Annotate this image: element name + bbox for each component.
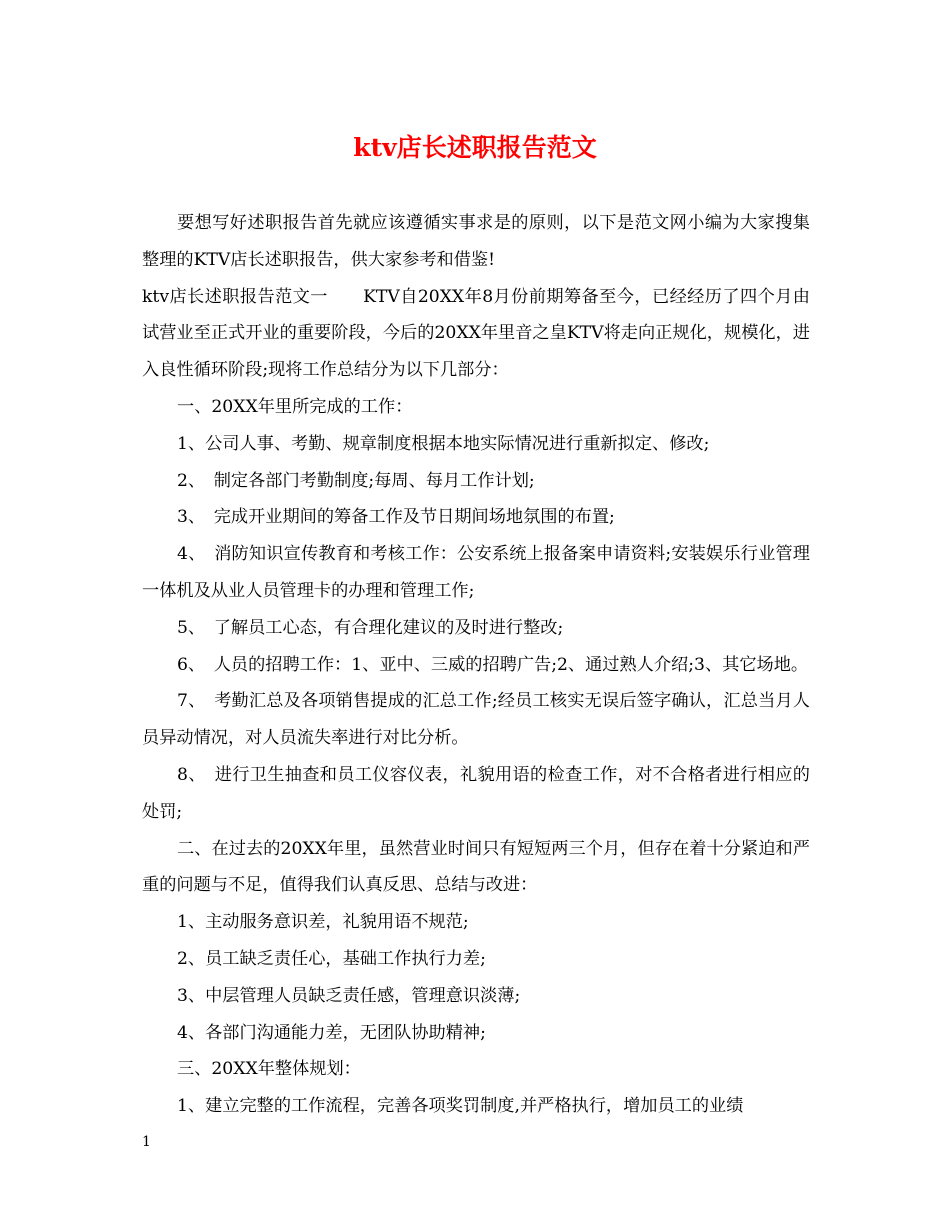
paragraph: 8、 进行卫生抽查和员工仪容仪表，礼貌用语的检查工作，对不合格者进行相应的处罚;	[142, 764, 810, 822]
paragraph: 要想写好述职报告首先就应该遵循实事求是的原则，以下是范文网小编为大家搜集整理的KTV店长述职报告，供大家参考和借鉴!	[142, 213, 810, 270]
paragraph: 2、员工缺乏责任心，基础工作执行力差;	[177, 948, 486, 969]
paragraph: 一、20XX年里所完成的工作：	[177, 396, 413, 417]
paragraph: 3、中层管理人员缺乏责任感，管理意识淡薄;	[177, 985, 521, 1006]
paragraph: 7、 考勤汇总及各项销售提成的汇总工作;经员工核实无误后签字确认，汇总当月人员异动情况，对人员流失率进行对比分析。	[142, 691, 810, 749]
document-body	[142, 205, 810, 1125]
paragraph: 2、 制定各部门考勤制度;每周、每月工作计划;	[177, 470, 535, 491]
paragraph: 6、 人员的招聘工作：1、亚中、三威的招聘广告;2、通过熟人介绍;3、其它场地。	[177, 654, 809, 675]
paragraph: 4、 消防知识宣传教育和考核工作：公安系统上报备案申请资料;安装娱乐行业管理一体机及从业人员管理卡的办理和管理工作;	[142, 544, 810, 601]
paragraph: 三、20XX年整体规划：	[177, 1059, 361, 1080]
paragraph: 二、在过去的20XX年里，虽然营业时间只有短短两三个月，但存在着十分紧迫和严重的问题与不足，值得我们认真反思、总结与改进：	[142, 838, 810, 896]
paragraph: 3、 完成开业期间的筹备工作及节日期间场地氛围的布置;	[177, 507, 615, 528]
paragraph: 1、建立完整的工作流程，完善各项奖罚制度,并严格执行，增加员工的业绩	[177, 1096, 744, 1117]
paragraph: 1、公司人事、考勤、规章制度根据本地实际情况进行重新拟定、修改;	[177, 433, 710, 454]
page-number: 1	[142, 1134, 151, 1150]
paragraph: 4、各部门沟通能力差，无团队协助精神;	[177, 1022, 486, 1043]
paragraph: 1、主动服务意识差，礼貌用语不规范;	[177, 912, 469, 933]
paragraph: 5、 了解员工心态，有合理化建议的及时进行整改;	[177, 617, 564, 638]
paragraph: ktv店长述职报告范文一 KTV自20XX年8月份前期筹备至今，已经经历了四个月由试营业至正式开业的重要阶段，今后的20XX年里音之皇KTV将走向正规化，规模化，进入良性循环阶段;现将工作总结分为以下几部分：	[142, 286, 810, 381]
document-title: ktv店长述职报告范文	[353, 133, 597, 162]
